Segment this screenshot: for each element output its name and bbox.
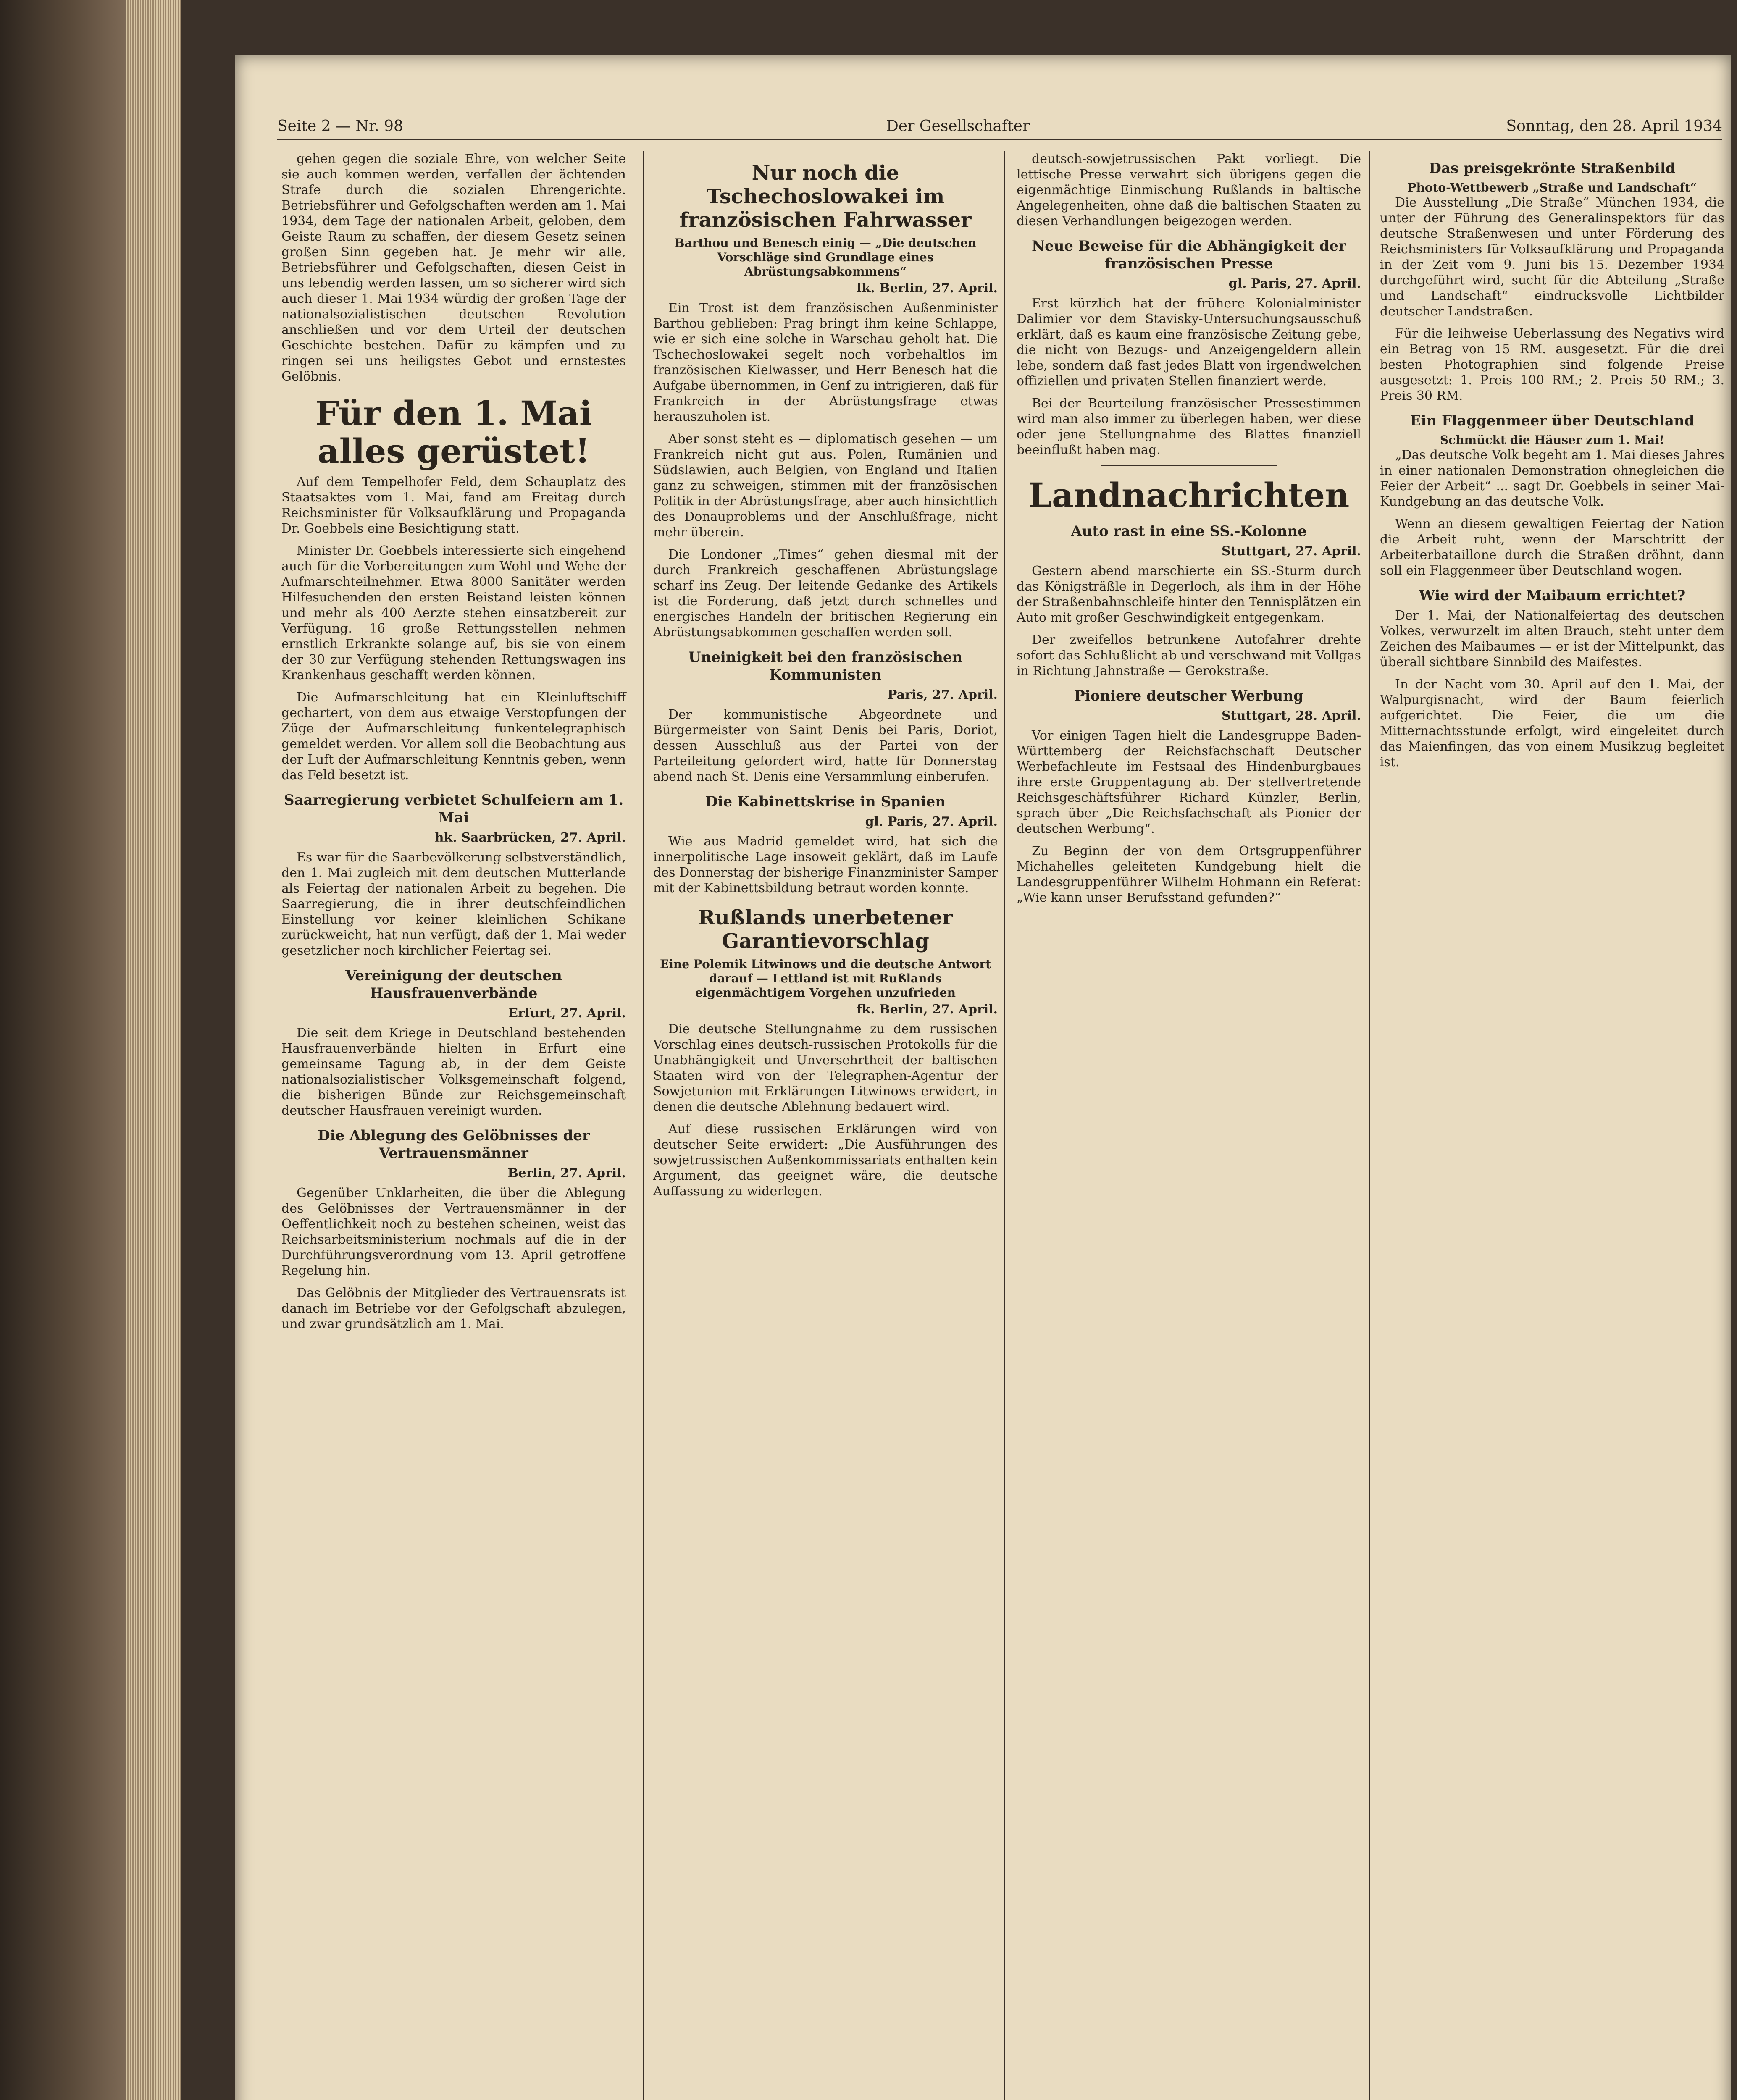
article-text: Wie aus Madrid gemeldet wird, hat sich die innerpolitische Lage insoweit geklärt, daß im Laufe des Donnerstag der bisherige Finanzminister Samper mit der Kabinettsbildung betraut worden konnte. [653, 834, 998, 895]
article-text: Wenn an diesem gewaltigen Feiertag der Nation die Arbeit ruht, wenn der Marschtritt der Arbeiterbataillone durch die Straßen dröhnt, dann soll ein Flaggenmeer über Deutschland wogen. [1380, 517, 1724, 578]
article-text: Gegenüber Unklarheiten, die über die Ablegung des Gelöbnisses der Vertrauensmänner in der Oeffentlichkeit noch zu bestehen scheinen, weist das Reichsarbeitsministerium nochmals auf die in der Durchführungsverordnung vom 13. April getroffene Regelung hin. [281, 1186, 626, 1278]
article-text: Auf dem Tempelhofer Feld, dem Schauplatz des Staatsaktes vom 1. Mai, fand am Freitag durch Reichsminister für Volksaufklärung und Propaganda Dr. Goebbels eine Besichtigung statt. [281, 475, 626, 536]
headline: Vereinigung der deutschen Hausfrauenverbände [345, 967, 562, 1002]
dateline: Erfurt, 27. April. [508, 1006, 626, 1021]
article-text: In der Nacht vom 30. April auf den 1. Mai, der Walpurgisnacht, wird der Baum feierlich aufgerichtet. Die Feier, die um die Mitternachtsstunde erfolgt, wird eingeleitet durch das Maienfingen, das von einem Musikzug begleitet ist. [1380, 677, 1724, 769]
article-text: „Das deutsche Volk begeht am 1. Mai dieses Jahres in einer nationalen Demonstration ohnegleichen die Feier der Arbeit“ ... sagt Dr. Goebbels in seiner Mai-Kundgebung an das deutsche Volk. [1380, 448, 1724, 509]
page-header [277, 113, 1722, 140]
subheadline: Barthou und Benesch einig — „Die deutschen Vorschläge sind Grundlage eines Abrüstungsabkommens“ [674, 236, 977, 278]
article-text: gehen gegen die soziale Ehre, von welcher Seite sie auch kommen werden, verfallen der ächtenden Strafe durch die sozialen Ehrengerichte. Betriebsführer und Gefolgschaften werden am 1. Mai 1934, dem Tage der nationalen Arbeit, geloben, dem Geiste Raum zu schaffen, der diesem Gesetz seinen großen Sinn gegeben hat. Je mehr wir alle, Betriebsführer und Gefolgschaften, diesen Geist in uns lebendig werden lassen, um so sicherer wird sich auch dieser 1. Mai 1934 würdig der großen Tage der nationalsozialistischen deutschen Revolution anschließen und vor dem Urteil der deutschen Geschichte bestehen. Dafür zu kämpfen und zu ringen sei uns heiligstes Gebot und ernstestes Gelöbnis. [281, 152, 626, 384]
column-4 [1380, 151, 1724, 777]
headline: Das preisgekrönte Straßenbild [1429, 160, 1676, 177]
column-rule [1004, 151, 1005, 2100]
dateline: gl. Paris, 27. April. [1228, 276, 1361, 291]
dateline: fk. Berlin, 27. April. [856, 281, 998, 296]
page-edges [126, 0, 181, 2100]
headline: Für den 1. Mai alles gerüstet! [315, 394, 592, 471]
headline: Rußlands unerbetener Garantievorschlag [698, 906, 953, 953]
article-text: Der kommunistische Abgeordnete und Bürgermeister von Saint Denis bei Paris, Doriot, dessen Ausschluß aus der Partei von der Parteileitung gefordert wird, hatte für Donnerstag abend nach St. Denis eine Versammlung einberufen. [653, 707, 998, 784]
article-text: Die deutsche Stellungnahme zu dem russischen Vorschlag eines deutsch-russischen Protokolls für die Unabhängigkeit und Unversehrtheit der baltischen Staaten wird von der Telegraphen-Agentur der Sowjetunion mit Erklärungen Litwinows erwidert, in denen die deutsche Ablehnung bedauert wird. [653, 1022, 998, 1114]
newspaper-title: Der Gesellschafter [886, 118, 1030, 135]
headline: Uneinigkeit bei den französischen Kommunisten [688, 649, 963, 683]
headline: Nur noch die Tschechoslowakei im französischen Fahrwasser [679, 161, 972, 232]
headline: Pioniere deutscher Werbung [1074, 688, 1303, 704]
subheadline: Photo-Wettbewerb „Straße und Landschaft“ [1407, 181, 1697, 194]
page-number: Seite 2 — Nr. 98 [277, 118, 403, 135]
subheadline: Schmückt die Häuser zum 1. Mai! [1440, 433, 1665, 447]
dateline: Stuttgart, 27. April. [1222, 544, 1361, 559]
article-text: Der zweifellos betrunkene Autofahrer drehte sofort das Schlußlicht ab und verschwand mit Vollgas in Richtung Jahnstraße — Gerokstraße. [1017, 633, 1361, 678]
article-text: Gestern abend marschierte ein SS.-Sturm durch das Königsträßle in Degerloch, als ihm in der Höhe der Straßenbahnschleife hinter den Tennisplätzen ein Auto mit großer Geschwindigkeit entgegenkam. [1017, 564, 1361, 625]
newspaper-page [235, 55, 1731, 2100]
dateline: gl. Paris, 27. April. [865, 814, 998, 829]
dateline: Berlin, 27. April. [507, 1166, 626, 1181]
book-binding-edge [0, 0, 181, 2100]
article-text: Bei der Beurteilung französischer Pressestimmen wird man also immer zu überlegen haben, wer diese oder jene Stellungnahme des Blattes finanziell beeinflußt haben mag. [1017, 396, 1361, 457]
article-text: Ein Trost ist dem französischen Außenminister Barthou geblieben: Prag bringt ihm keine Schlappe, wie er sich eine solche in Warschau geholt hat. Die Tschechoslowakei segelt noch vorbehaltlos im französischen Kielwasser, und Herr Benesch hat die Aufgabe übernommen, in Genf zu intrigieren, daß für Frankreich in der Abrüstungsfrage etwas herauszuholen ist. [653, 301, 998, 424]
dateline: hk. Saarbrücken, 27. April. [434, 830, 626, 845]
dateline: Stuttgart, 28. April. [1222, 709, 1361, 723]
headline: Neue Beweise für die Abhängigkeit der französischen Presse [1032, 238, 1346, 272]
headline: Wie wird der Maibaum errichtet? [1419, 587, 1686, 604]
article-text: Die Londoner „Times“ gehen diesmal mit der durch Frankreich geschaffenen Abrüstungslage scharf ins Zeug. Der leitende Gedanke des Artikels ist die Forderung, daß jetzt durch schnelles und energisches Handeln der britischen Regierung ein Abrüstungsabkommen geschaffen werden soll. [653, 547, 998, 640]
column-rule [1369, 151, 1370, 2100]
article-text: Minister Dr. Goebbels interessierte sich eingehend auch für die Vorbereitungen zum Wohl und Wehe der Aufmarschteilnehmer. Etwa 8000 Sanitäter werden Hilfesuchenden den ersten Beistand leisten können und mehr als 400 Aerzte stehen einsatzbereit zur Verfügung. 16 große Rettungsstellen nehmen ernstlich Erkrankte solange auf, bis sie von einem der 30 zur Verfügung stehenden Rettungswagen ins Krankenhaus geschafft werden können. [281, 543, 626, 682]
dateline: fk. Berlin, 27. April. [856, 1002, 998, 1017]
headline: Saarregierung verbietet Schulfeiern am 1. Mai [284, 792, 624, 826]
issue-date: Sonntag, den 28. April 1934 [1506, 118, 1722, 135]
column-3 [1017, 151, 1361, 912]
article-text: Auf diese russischen Erklärungen wird von deutscher Seite erwidert: „Die Ausführungen des sowjetrussischen Außenkommissariats enthalten kein Argument, das geeignet wäre, die deutsche Auffassung zu widerlegen. [653, 1122, 998, 1199]
headline: Ein Flaggenmeer über Deutschland [1410, 412, 1695, 429]
article-text: Vor einigen Tagen hielt die Landesgruppe Baden-Württemberg der Reichsfachschaft Deutscher Werbefachleute im Festsaal des Hindenburgbaues ihre erste Gruppentagung ab. Der stellvertretende Reichsgeschäftsführer Richard Künzler, Berlin, sprach über „Die Reichsfachschaft als Pionier der deutschen Werbung“. [1017, 728, 1361, 836]
section-rule [1101, 465, 1277, 466]
article-text: Zu Beginn der von dem Ortsgruppenführer Michahelles geleiteten Kundgebung hielt die Landesgruppenführer Wilhelm Hohmann ein Referat: „Wie kann unser Berufsstand gefunden?“ [1017, 844, 1361, 905]
headline: Die Ablegung des Gelöbnisses der Vertrauensmänner [318, 1127, 590, 1162]
section-heading: Landnachrichten [1028, 475, 1350, 515]
article-text: Aber sonst steht es — diplomatisch gesehen — um Frankreich nicht gut aus. Polen, Rumänien und Südslawien, auch Belgien, von England und Italien ganz zu schweigen, stimmen mit der französischen Politik in der Abrüstungsfrage, aber auch hinsichtlich des Donauproblems und der Anschlußfrage, nicht mehr überein. [653, 432, 998, 540]
article-text: Die Ausstellung „Die Straße“ München 1934, die unter der Führung des Generalinspektors für das deutsche Straßenwesen und unter Förderung des Reichsministers für Volksaufklärung und Propaganda in der Zeit vom 9. Juni bis 15. Dezember 1934 durchgeführt wird, sucht für die Abteilung „Straße und Landschaft“ eindrucksvolle Lichtbilder deutscher Landstraßen. [1380, 195, 1724, 319]
column-rule [643, 151, 644, 2100]
article-text: Es war für die Saarbevölkerung selbstverständlich, den 1. Mai zugleich mit dem deutschen Mutterlande als Feiertag der nationalen Arbeit zu begehen. Die Saarregierung, die in ihrer deutschfeindlichen Einstellung vor keiner kleinlichen Schikane zurückweicht, hat nun verfügt, daß der 1. Mai weder gesetzlicher noch kirchlicher Feiertag sei. [281, 850, 626, 958]
article-text: Der 1. Mai, der Nationalfeiertag des deutschen Volkes, verwurzelt im alten Brauch, steht unter dem Zeichen des Maibaumes — er ist der Mittelpunkt, das überall sichtbare Sinnbild des Maifestes. [1380, 608, 1724, 669]
article-text: Die seit dem Kriege in Deutschland bestehenden Hausfrauenverbände hielten in Erfurt eine gemeinsame Tagung ab, in der dem Geiste nationalsozialistischer Volksgemeinschaft folgend, die bisherigen Bünde zur Reichsgemeinschaft deutscher Hausfrauen vereinigt wurden. [281, 1026, 626, 1118]
headline: Auto rast in eine SS.-Kolonne [1071, 523, 1307, 540]
headline: Die Kabinettskrise in Spanien [705, 793, 946, 810]
article-text: Das Gelöbnis der Mitglieder des Vertrauensrats ist danach im Betriebe vor der Gefolgschaft abzulegen, und zwar grundsätzlich am 1. Mai. [281, 1286, 626, 1331]
dateline: Paris, 27. April. [887, 688, 998, 702]
article-text: Die Aufmarschleitung hat ein Kleinluftschiff gechartert, von dem aus etwaige Verstopfungen der Züge der Aufmarschleitung funkentelegraphisch gemeldet werden. Vor allem soll die Beobachtung aus der Luft der Aufmarschleitung Kenntnis geben, wenn das Feld besetzt ist. [281, 690, 626, 782]
column-2 [653, 151, 998, 1206]
article-text: Erst kürzlich hat der frühere Kolonialminister Dalimier vor dem Stavisky-Untersuchungsausschuß erklärt, daß es kaum eine französische Zeitung gebe, die nicht von Bezugs- und Anzeigengeldern allein lebe, sondern daß fast jedes Blatt von irgendwelchen offiziellen und privaten Stellen finanziert werde. [1017, 296, 1361, 388]
column-1 [281, 151, 626, 1339]
article-text: deutsch-sowjetrussischen Pakt vorliegt. Die lettische Presse verwahrt sich übrigens gegen die eigenmächtige Einmischung Rußlands in baltische Angelegenheiten, ohne daß die baltischen Staaten zu diesen Verhandlungen beigezogen werden. [1017, 152, 1361, 228]
article-text: Für die leihweise Ueberlassung des Negativs wird ein Betrag von 15 RM. ausgesetzt. Für die drei besten Photographien sind folgende Preise ausgesetzt: 1. Preis 100 RM.; 2. Preis 50 RM.; 3. Preis 30 RM. [1380, 326, 1724, 403]
subheadline: Eine Polemik Litwinows und die deutsche Antwort darauf — Lettland ist mit Rußlands eigenmächtigem Vorgehen unzufrieden [660, 957, 991, 1000]
